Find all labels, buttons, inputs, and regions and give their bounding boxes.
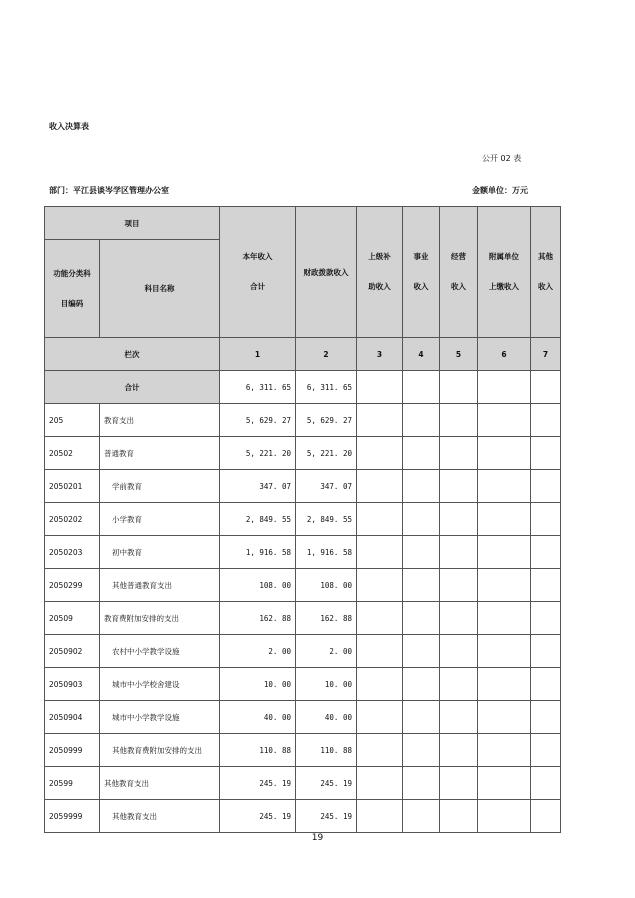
- department-label: 部门：平江县谈岑学区管理办公室: [49, 186, 169, 195]
- header-affiliated-line1: 附属单位: [489, 252, 519, 261]
- header-upper-subsidy: [357, 207, 403, 338]
- header-other-line1: 其他: [538, 252, 553, 261]
- row-operation: [440, 767, 478, 800]
- row-fiscal: 245. 19: [296, 767, 357, 800]
- row-business: [403, 569, 440, 602]
- row-total: 347. 07: [220, 470, 296, 503]
- row-subject-name: 其他教育费附加安排的支出: [100, 734, 220, 767]
- row-fiscal: 5, 629. 27: [296, 404, 357, 437]
- row-other: [531, 701, 561, 734]
- row-subject-name: 初中教育: [100, 536, 220, 569]
- row-business: [403, 800, 440, 833]
- header-total-line1: 本年收入: [242, 252, 273, 261]
- row-other: [531, 602, 561, 635]
- row-operation: [440, 503, 478, 536]
- row-other: [531, 734, 561, 767]
- header-other: [531, 207, 561, 338]
- row-code: 2050299: [45, 569, 100, 602]
- row-upper: [357, 602, 403, 635]
- row-operation: [440, 437, 478, 470]
- row-affiliated: [478, 635, 531, 668]
- summary-label: 合计: [45, 371, 220, 404]
- row-subject-name: 城市中小学教学设施: [100, 701, 220, 734]
- row-operation: [440, 701, 478, 734]
- row-subject-name: 其他教育支出: [100, 800, 220, 833]
- row-other: [531, 470, 561, 503]
- row-upper: [357, 701, 403, 734]
- summary-business: [403, 371, 440, 404]
- row-code: 205: [45, 404, 100, 437]
- row-code: 2050201: [45, 470, 100, 503]
- table-row: [45, 635, 561, 668]
- row-total: 10. 00: [220, 668, 296, 701]
- row-subject-name: 小学教育: [100, 503, 220, 536]
- summary-upper: [357, 371, 403, 404]
- row-code: 2050903: [45, 668, 100, 701]
- row-upper: [357, 569, 403, 602]
- table-row: [45, 734, 561, 767]
- row-fiscal: 2. 00: [296, 635, 357, 668]
- row-affiliated: [478, 503, 531, 536]
- header-upper-line1: 上级补: [368, 252, 391, 261]
- col-num-4: 4: [403, 338, 440, 371]
- row-upper: [357, 404, 403, 437]
- amount-unit-label: 金额单位：万元: [472, 186, 528, 195]
- header-function-code-line1: 功能分类科: [53, 268, 91, 278]
- row-other: [531, 404, 561, 437]
- row-business: [403, 734, 440, 767]
- row-subject-name: 普通教育: [100, 437, 220, 470]
- row-business: [403, 536, 440, 569]
- row-business: [403, 503, 440, 536]
- row-affiliated: [478, 734, 531, 767]
- row-upper: [357, 635, 403, 668]
- header-total-line2: 合计: [250, 282, 265, 291]
- table-row: [45, 569, 561, 602]
- row-code: 2050202: [45, 503, 100, 536]
- table-row: [45, 800, 561, 833]
- table-row: [45, 470, 561, 503]
- row-upper: [357, 734, 403, 767]
- row-affiliated: [478, 701, 531, 734]
- row-fiscal: 245. 19: [296, 800, 357, 833]
- summary-operation: [440, 371, 478, 404]
- row-total: 108. 00: [220, 569, 296, 602]
- row-upper: [357, 800, 403, 833]
- header-total: [220, 207, 296, 338]
- row-operation: [440, 536, 478, 569]
- table-row: [45, 404, 561, 437]
- row-affiliated: [478, 404, 531, 437]
- row-total: 245. 19: [220, 767, 296, 800]
- table-row: [45, 536, 561, 569]
- row-operation: [440, 800, 478, 833]
- row-total: 245. 19: [220, 800, 296, 833]
- row-fiscal: 1, 916. 58: [296, 536, 357, 569]
- col-num-6: 6: [478, 338, 531, 371]
- row-code: 20502: [45, 437, 100, 470]
- col-num-1: 1: [220, 338, 296, 371]
- row-total: 5, 629. 27: [220, 404, 296, 437]
- row-code: 2050904: [45, 701, 100, 734]
- header-operation-line2: 收入: [451, 282, 466, 291]
- row-affiliated: [478, 800, 531, 833]
- row-code: 20599: [45, 767, 100, 800]
- row-fiscal: 110. 88: [296, 734, 357, 767]
- row-subject-name: 学前教育: [100, 470, 220, 503]
- summary-total: 6, 311. 65: [220, 371, 296, 404]
- row-code: 2050999: [45, 734, 100, 767]
- row-total: 40. 00: [220, 701, 296, 734]
- row-affiliated: [478, 470, 531, 503]
- header-other-line2: 收入: [538, 282, 553, 291]
- table-row: [45, 767, 561, 800]
- row-business: [403, 470, 440, 503]
- col-num-2: 2: [296, 338, 357, 371]
- header-business: [403, 207, 440, 338]
- row-other: [531, 503, 561, 536]
- row-operation: [440, 470, 478, 503]
- row-business: [403, 602, 440, 635]
- row-subject-name: 教育费附加安排的支出: [100, 602, 220, 635]
- row-business: [403, 701, 440, 734]
- row-total: 162. 88: [220, 602, 296, 635]
- header-affiliated: [478, 207, 531, 338]
- row-other: [531, 536, 561, 569]
- header-operation: [440, 207, 478, 338]
- row-upper: [357, 503, 403, 536]
- table-row: [45, 668, 561, 701]
- row-affiliated: [478, 767, 531, 800]
- header-upper-line2: 助收入: [368, 282, 391, 291]
- header-project: 项目: [45, 207, 220, 240]
- row-fiscal: 347. 07: [296, 470, 357, 503]
- col-num-5: 5: [440, 338, 478, 371]
- table-row: [45, 437, 561, 470]
- row-upper: [357, 668, 403, 701]
- row-other: [531, 635, 561, 668]
- row-other: [531, 767, 561, 800]
- row-subject-name: 其他教育支出: [100, 767, 220, 800]
- row-operation: [440, 635, 478, 668]
- header-fiscal: 财政拨款收入: [296, 207, 357, 338]
- row-other: [531, 437, 561, 470]
- row-fiscal: 108. 00: [296, 569, 357, 602]
- table-row: [45, 701, 561, 734]
- row-other: [531, 800, 561, 833]
- table-row: [45, 503, 561, 536]
- row-subject-name: 其他普通教育支出: [100, 569, 220, 602]
- row-subject-name: 城市中小学校舍建设: [100, 668, 220, 701]
- summary-row: [45, 371, 561, 404]
- row-operation: [440, 734, 478, 767]
- row-business: [403, 437, 440, 470]
- row-total: 5, 221. 20: [220, 437, 296, 470]
- row-business: [403, 404, 440, 437]
- row-operation: [440, 404, 478, 437]
- header-subject-name: 科目名称: [100, 240, 220, 338]
- summary-fiscal: 6, 311. 65: [296, 371, 357, 404]
- row-business: [403, 767, 440, 800]
- income-final-accounts-table: [44, 206, 561, 833]
- form-number: 公开 02 表: [482, 154, 522, 163]
- row-affiliated: [478, 437, 531, 470]
- table-title: 收入决算表: [49, 122, 89, 131]
- row-other: [531, 668, 561, 701]
- column-number-row: [45, 338, 561, 371]
- row-upper: [357, 437, 403, 470]
- row-operation: [440, 668, 478, 701]
- row-total: 2. 00: [220, 635, 296, 668]
- row-affiliated: [478, 602, 531, 635]
- header-function-code-line2: 目编码: [60, 298, 84, 308]
- row-fiscal: 2, 849. 55: [296, 503, 357, 536]
- row-subject-name: 教育支出: [100, 404, 220, 437]
- row-fiscal: 162. 88: [296, 602, 357, 635]
- row-other: [531, 569, 561, 602]
- row-fiscal: 10. 00: [296, 668, 357, 701]
- row-code: 2050902: [45, 635, 100, 668]
- row-total: 110. 88: [220, 734, 296, 767]
- row-operation: [440, 569, 478, 602]
- table-row: [45, 602, 561, 635]
- row-affiliated: [478, 569, 531, 602]
- summary-other: [531, 371, 561, 404]
- col-num-3: 3: [357, 338, 403, 371]
- row-affiliated: [478, 668, 531, 701]
- header-operation-line1: 经营: [451, 252, 466, 261]
- summary-affiliated: [478, 371, 531, 404]
- row-fiscal: 40. 00: [296, 701, 357, 734]
- header-business-line2: 收入: [413, 282, 429, 291]
- row-total: 1, 916. 58: [220, 536, 296, 569]
- row-total: 2, 849. 55: [220, 503, 296, 536]
- header-function-code: [45, 240, 100, 338]
- row-code: 20509: [45, 602, 100, 635]
- row-operation: [440, 602, 478, 635]
- row-upper: [357, 536, 403, 569]
- row-fiscal: 5, 221. 20: [296, 437, 357, 470]
- row-business: [403, 668, 440, 701]
- row-business: [403, 635, 440, 668]
- row-subject-name: 农村中小学教学设施: [100, 635, 220, 668]
- page-number: 19: [311, 833, 324, 843]
- header-column-order: 栏次: [45, 338, 220, 371]
- row-code: 2059999: [45, 800, 100, 833]
- row-affiliated: [478, 536, 531, 569]
- row-upper: [357, 470, 403, 503]
- header-affiliated-line2: 上缴收入: [489, 282, 519, 291]
- row-code: 2050203: [45, 536, 100, 569]
- header-business-line1: 事业: [413, 252, 429, 261]
- col-num-7: 7: [531, 338, 561, 371]
- row-upper: [357, 767, 403, 800]
